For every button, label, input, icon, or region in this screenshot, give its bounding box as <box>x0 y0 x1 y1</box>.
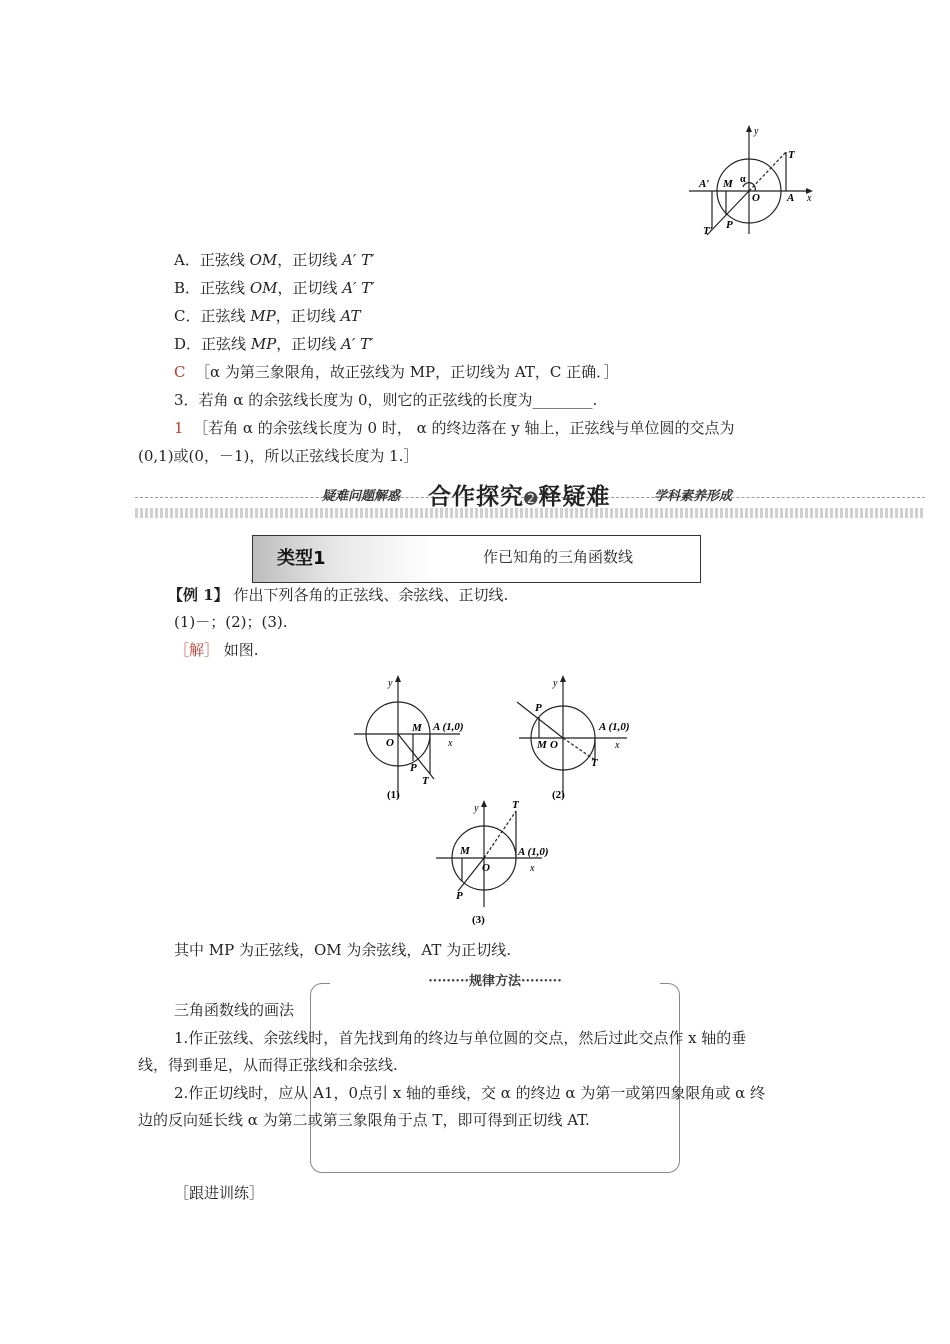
unit-circle-figure-3 <box>432 797 572 932</box>
method-p1-line2: 线，得到垂足，从而得正弦线和余弦线. <box>138 1056 398 1074</box>
fig1-y-label: y <box>388 678 393 689</box>
fig1-x-label: x <box>448 738 453 749</box>
answer-3-line2: (0,1)或(0，－1)，所以正弦线长度为 1.］ <box>138 447 419 465</box>
answer-2: C ［α 为第三象限角，故正弦线为 MP，正切线为 AT，C 正确．］ <box>174 363 619 381</box>
type-tag: 类型1 <box>253 536 431 582</box>
fig2-M-label: M <box>537 739 547 751</box>
answer-3-line1: 1 ［若角 α 的余弦线长度为 0 时， α 的终边落在 y 轴上，正弦线与单位圆的交点为 <box>174 419 735 437</box>
question-3: 3．若角 α 的余弦线长度为 0，则它的正弦线的长度为________. <box>174 391 598 409</box>
option-c: C．正弦线 MP，正切线 AT <box>174 307 361 325</box>
fig-top-O-label: O <box>752 192 760 204</box>
fig3-P-label: P <box>456 890 463 902</box>
method-p2-line2: 边的反向延长线 α 为第二或第三象限角于点 T，即可得到正切线 AT. <box>138 1111 590 1129</box>
fig-top-Tprime-label: T′ <box>703 225 713 237</box>
fig3-A-label: A (1,0) <box>518 846 549 858</box>
fig-top-P-label: P <box>726 219 733 231</box>
answer-2-letter: C <box>174 363 186 381</box>
fig1-M-label: M <box>412 722 422 734</box>
fig3-T-label: T <box>512 799 519 811</box>
fig1-T-label: T <box>422 775 429 787</box>
fig-top-Aprime-label: A′ <box>699 178 710 190</box>
fig-top-x-label: x <box>807 193 812 204</box>
fig-top-A-label: A <box>787 192 795 204</box>
fig2-A-label: A (1,0) <box>599 721 630 733</box>
unit-circle-figure-top <box>685 122 820 237</box>
fig3-M-label: M <box>460 845 470 857</box>
unit-circle-figure-2 <box>515 672 645 802</box>
fig2-caption: (2) <box>552 789 565 801</box>
example-heading: 【例 1】 作出下列各角的正弦线、余弦线、正切线. <box>168 586 509 604</box>
option-a: A．正弦线 OM，正切线 A′ T′ <box>174 251 375 269</box>
method-heading: 三角函数线的画法 <box>174 1001 295 1019</box>
fig2-T-label: T <box>591 757 598 769</box>
method-p2-line1: 2.作正切线时，应从 A1，0点引 x 轴的垂线，交 α 的终边 α 为第一或第四象限角或 α 终 <box>174 1084 765 1102</box>
fig-top-T-label: T <box>788 149 795 161</box>
fig1-P-label: P <box>410 762 417 774</box>
option-b: B．正弦线 OM，正切线 A′ T′ <box>174 279 375 297</box>
fig3-O-label: O <box>482 862 490 874</box>
banner-right-text: 学科素养形成 <box>654 489 733 504</box>
fig1-caption: (1) <box>387 789 400 801</box>
unit-circle-figure-1 <box>350 672 480 802</box>
method-title: ·········规律方法········· <box>330 970 660 989</box>
method-p1-line1: 1.作正弦线、余弦线时，首先找到角的终边与单位圆的交点，然后过此交点作 x 轴的垂 <box>174 1029 747 1047</box>
banner-main-title: 合作探究➋释疑难 <box>428 484 611 510</box>
fig3-x-label: x <box>530 863 535 874</box>
option-d: D．正弦线 MP，正切线 A′ T′ <box>174 335 374 353</box>
fig1-O-label: O <box>386 737 394 749</box>
fig1-A-label: A (1,0) <box>433 721 464 733</box>
type-title: 作已知角的三角函数线 <box>483 548 634 566</box>
fig2-P-label: P <box>535 702 542 714</box>
fig3-y-label: y <box>474 803 479 814</box>
followup-label: ［跟进训练］ <box>174 1184 265 1202</box>
example-sub: (1)－；(2)；(3). <box>174 613 288 631</box>
solution-line: ［解］ 如图. <box>174 641 259 659</box>
fig-top-M-label: M <box>723 178 733 190</box>
fig3-caption: (3) <box>472 914 485 926</box>
fig2-O-label: O <box>550 739 558 751</box>
type-box <box>252 535 701 583</box>
fig-top-y-label: y <box>754 126 759 137</box>
banner-arrow-icon: ➋ <box>524 489 539 508</box>
fig2-x-label: x <box>615 740 620 751</box>
banner-left-text: 疑难问题解惑 <box>322 489 401 504</box>
method-box-frame <box>310 983 680 1173</box>
conclusion: 其中 MP 为正弦线，OM 为余弦线，AT 为正切线. <box>174 941 511 959</box>
fig-top-alpha-label: α <box>740 174 746 185</box>
fig2-y-label: y <box>553 678 558 689</box>
